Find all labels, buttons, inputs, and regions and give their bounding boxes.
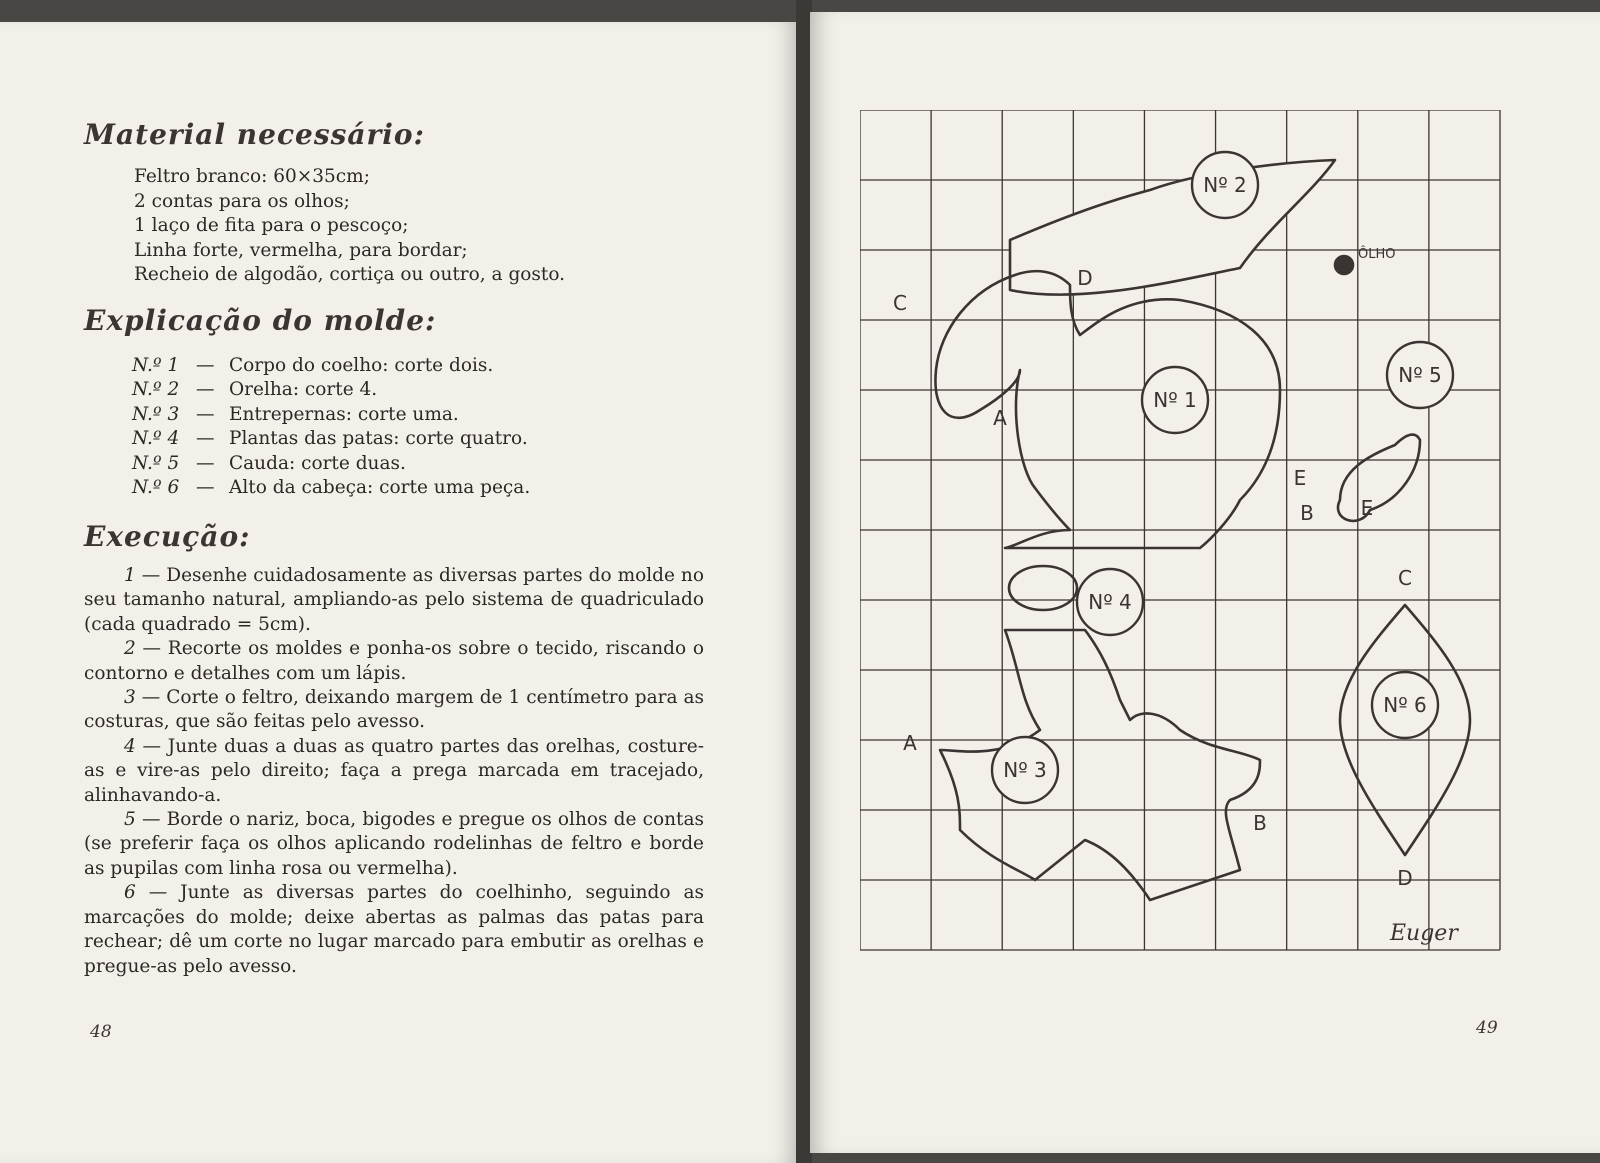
- execution-step: [84, 808, 704, 881]
- tail-piece-outline: [1338, 435, 1420, 521]
- match-letter: B: [1253, 811, 1267, 835]
- material-item: 1 laço de fita para o pescoço;: [134, 215, 409, 236]
- execution-step: [84, 686, 704, 735]
- mold-text: Entrepernas: corte uma.: [229, 403, 459, 425]
- mold-text: Orelha: corte 4.: [229, 379, 378, 401]
- mold-text: Plantas das patas: corte quatro.: [229, 428, 528, 450]
- execution-steps: [84, 564, 704, 979]
- page-number-left: 48: [90, 1022, 112, 1042]
- mold-text: Cauda: corte duas.: [229, 452, 406, 474]
- eye-marker: [1335, 256, 1353, 274]
- mold-list: [132, 354, 530, 500]
- piece-label: Nº 3: [1003, 758, 1047, 782]
- mold-dash: —: [196, 403, 215, 425]
- execution-step: [84, 637, 704, 686]
- material-item: 2 contas para os olhos;: [134, 190, 350, 212]
- piece-label: Nº 6: [1383, 693, 1427, 717]
- material-list: [134, 165, 565, 288]
- mold-item: [132, 427, 530, 451]
- mold-dash: —: [196, 355, 215, 376]
- pattern-diagram: [860, 110, 1530, 970]
- mold-item: [132, 403, 530, 427]
- step-text: — Junte as diversas partes do coelhinho, seguindo as marcações do molde; deixe abertas as palmas das patas para rechear; dê um corte no lugar marcado para embutir as orelhas e pregue-as pelo avesso.: [84, 882, 704, 977]
- mold-item: [132, 378, 530, 402]
- match-letter: C: [893, 291, 907, 315]
- match-letter: D: [1397, 866, 1413, 890]
- step-number: 4: [124, 735, 136, 757]
- execution-heading: Execução:: [84, 520, 251, 553]
- body-piece-outline: [935, 271, 1280, 548]
- step-text: — Junte duas a duas as quatro partes das orelhas, costure-as e vire-as pelo direito; faça a prega marcada em tracejado, alinhavando-a.: [84, 735, 704, 806]
- execution-step: [84, 881, 704, 979]
- match-letter: B: [1300, 501, 1314, 525]
- match-letter: A: [903, 731, 917, 755]
- mold-number: N.º 1: [132, 355, 180, 376]
- match-letter: A: [993, 406, 1007, 430]
- step-number: 3: [124, 687, 136, 709]
- mold-item: [132, 476, 530, 500]
- material-heading: Material necessário:: [84, 118, 425, 151]
- piece-label: Nº 2: [1203, 173, 1247, 197]
- mold-dash: —: [196, 477, 215, 499]
- artist-signature: Euger: [1390, 921, 1458, 946]
- step-number: 5: [124, 809, 136, 831]
- step-number: 1: [124, 565, 136, 586]
- material-item: Linha forte, vermelha, para bordar;: [134, 239, 468, 261]
- mold-number: N.º 2: [132, 379, 180, 401]
- mold-dash: —: [196, 452, 215, 474]
- paw-piece-outline: [1009, 566, 1077, 610]
- material-item: Recheio de algodão, cortiça ou outro, a gosto.: [134, 264, 566, 285]
- step-text: — Corte o feltro, deixando margem de 1 centímetro para as costuras, que são feitas pelo avesso.: [84, 687, 704, 733]
- mold-item: [132, 452, 530, 476]
- step-text: — Borde o nariz, boca, bigodes e pregue os olhos de contas (se preferir faça os olhos aplicando rodelinhas de feltro e borde as pupilas com linha rosa ou vermelha).: [84, 809, 705, 879]
- page-number-right: 49: [1476, 1018, 1498, 1038]
- match-letter: C: [1398, 566, 1412, 590]
- mold-text: Alto da cabeça: corte uma peça.: [229, 477, 531, 499]
- step-text: — Recorte os moldes e ponha-os sobre o tecido, riscando o contorno e detalhes com um lápis.: [84, 638, 704, 684]
- mold-dash: —: [196, 379, 215, 401]
- match-letter: E: [1293, 466, 1307, 490]
- piece-label: Nº 4: [1088, 590, 1132, 614]
- mold-number: N.º 3: [132, 403, 180, 425]
- mold-heading: Explicação do molde:: [84, 304, 437, 337]
- step-number: 2: [124, 638, 136, 660]
- piece-label: Nº 5: [1398, 363, 1442, 387]
- eye-label: ÔLHO: [1358, 247, 1396, 262]
- mold-dash: —: [196, 428, 215, 450]
- mold-number: N.º 5: [132, 452, 180, 474]
- step-number: 6: [124, 882, 136, 904]
- mold-item: [132, 354, 530, 378]
- mold-text: Corpo do coelho: corte dois.: [229, 355, 494, 376]
- material-item: Feltro branco: 60×35cm;: [134, 166, 370, 187]
- match-letter: D: [1077, 266, 1093, 290]
- execution-step: [84, 564, 704, 637]
- match-letter: E: [1360, 496, 1374, 520]
- mold-number: N.º 6: [132, 477, 180, 499]
- execution-step: [84, 735, 704, 808]
- mold-number: N.º 4: [132, 428, 180, 450]
- piece-label: Nº 1: [1153, 388, 1197, 412]
- step-text: — Desenhe cuidadosamente as diversas partes do molde no seu tamanho natural, ampliando-as pelo sistema de quadriculado (cada quadrado = 5cm).: [84, 565, 704, 635]
